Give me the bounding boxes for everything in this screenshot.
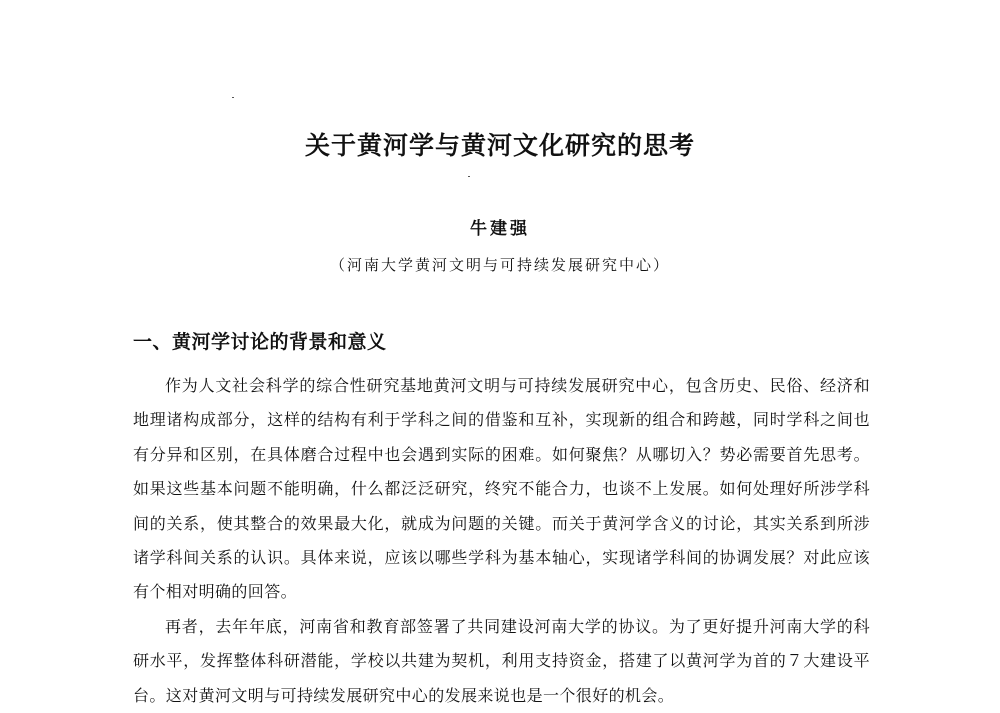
section-body xyxy=(133,369,870,713)
section-heading: 一、黄河学讨论的背景和意义 xyxy=(133,331,387,353)
paper-title: 关于黄河学与黄河文化研究的思考 xyxy=(304,131,695,160)
author-name: 牛建强 xyxy=(470,219,530,239)
scan-speck xyxy=(232,97,234,98)
body-paragraph: 再者，去年年底，河南省和教育部签署了共同建设河南大学的协议。为了更好提升河南大学的科研水平，发挥整体科研潜能，学校以共建为契机，利用支持资金，搭建了以黄河学为首的７大建设平台。这对黄河文明与可持续发展研究中心的发展来说也是一个很好的机会。 xyxy=(133,616,870,705)
scan-speck xyxy=(468,176,470,177)
author-affiliation: （河南大学黄河文明与可持续发展研究中心） xyxy=(329,256,670,274)
body-paragraph: 作为人文社会科学的综合性研究基地黄河文明与可持续发展研究中心，包含历史、民俗、经济和地理诸构成部分，这样的结构有利于学科之间的借鉴和互补，实现新的组合和跨越，同时学科之间也有分异和区别，在具体磨合过程中也会遇到实际的困难。如何聚焦？从哪切入？势必需要首先思考。如果这些基本问题不能明确，什么都泛泛研究，终究不能合力，也谈不上发展。如何处理好所涉学科间的关系，使其整合的效果最大化，就成为问题的关键。而关于黄河学含义的讨论，其实关系到所涉诸学科间关系的认识。具体来说，应该以哪些学科为基本轴心，实现诸学科间的协调发展？对此应该有个相对明确的回答。 xyxy=(133,376,870,602)
